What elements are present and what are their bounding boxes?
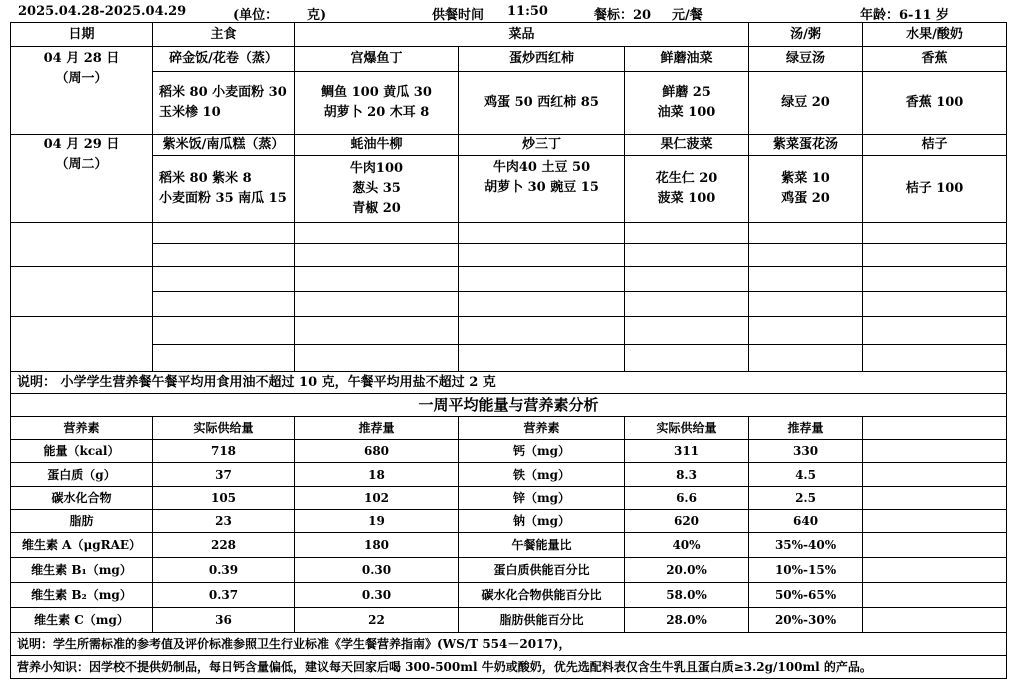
date-range: 2025.04.28-2025.04.29 [18,4,187,19]
day1-date-cell [11,47,153,135]
empty-cell [459,292,625,317]
empty-row [11,223,1007,244]
standard-note: 说明：学生所需标准的参考值及评价标准参照卫生行业标准《学生餐营养指南》(WS/T 554－2017)， [11,633,1007,656]
empty-cell [295,267,459,292]
nutrient-recommended: 640 [749,510,863,533]
unit-label: (单位： [233,8,279,23]
nutrient-col-name: 营养素 [459,417,625,440]
empty-cell [459,223,625,244]
nutrient-name: 锌（mg） [459,487,625,510]
nutrient-row [11,533,1007,558]
ingredient-line: 鸡蛋 20 [781,191,830,206]
day2-soup-items [749,156,863,223]
nutrient-recommended: 330 [749,440,863,463]
nutrient-actual: 6.6 [625,487,749,510]
nutrient-row [11,608,1007,633]
day1-items-row [11,72,1007,135]
empty-cell [863,463,1007,487]
empty-cell [863,223,1007,244]
empty-cell [295,345,459,372]
empty-cell [459,345,625,372]
day2-dish1-items [295,156,459,223]
note-row [11,656,1007,679]
nutrient-recommended: 0.30 [295,583,459,608]
day1-fruit-name: 香蕉 [863,47,1007,72]
nutrient-recommended: 20%-30% [749,608,863,633]
nutrient-actual: 20.0% [625,558,749,583]
empty-row [11,317,1007,345]
empty-cell [863,267,1007,292]
day1-name-row [11,47,1007,72]
empty-cell [863,487,1007,510]
ingredient-line: 葱头 35 [352,181,401,196]
empty-cell [153,317,295,345]
empty-cell [295,223,459,244]
nutrient-recommended: 35%-40% [749,533,863,558]
empty-cell [863,317,1007,345]
nutrient-recommended: 102 [295,487,459,510]
nutrient-name: 维生素 A（μgRAE） [11,533,153,558]
note-row [11,372,1007,394]
nutrient-actual: 228 [153,533,295,558]
empty-cell [153,267,295,292]
col-fruit: 水果/酸奶 [863,23,1007,47]
empty-cell [749,267,863,292]
nutrient-recommended: 0.30 [295,558,459,583]
nutrient-recommended: 10%-15% [749,558,863,583]
nutrient-header-row [11,417,1007,440]
empty-cell [749,223,863,244]
day2-weekday: （周二） [55,157,108,172]
nutrient-row [11,583,1007,608]
nutrient-row [11,487,1007,510]
day2-fruit-items [863,156,1007,223]
nutrient-name: 钠（mg） [459,510,625,533]
ingredient-line: 紫菜 10 [781,171,830,186]
empty-cell [863,608,1007,633]
empty-cell [863,244,1007,267]
nutrient-recommended: 18 [295,463,459,487]
nutrient-name: 脂肪供能百分比 [459,608,625,633]
nutrient-row [11,510,1007,533]
empty-cell [749,292,863,317]
nutrient-name: 午餐能量比 [459,533,625,558]
empty-cell [459,267,625,292]
nutrient-recommended: 180 [295,533,459,558]
nutrient-name: 能量（kcal） [11,440,153,463]
day1-dish3-items [625,72,749,135]
empty-cell [749,317,863,345]
empty-cell [749,345,863,372]
col-staple: 主食 [153,23,295,47]
empty-cell [863,583,1007,608]
day1-dish2-items [459,72,625,135]
day2-staple-items [153,156,295,223]
empty-row [11,244,1007,267]
serving-time-label: 供餐时间 [432,8,485,23]
day2-dish2-items [459,156,625,223]
empty-cell [625,345,749,372]
day2-dish2-name: 炒三丁 [459,135,625,156]
nutrient-table-body [11,440,1007,633]
nutrient-recommended: 19 [295,510,459,533]
empty-date-cell [11,317,153,372]
empty-cell [459,317,625,345]
nutrient-name: 碳水化合物 [11,487,153,510]
empty-cell [863,558,1007,583]
empty-cell [459,244,625,267]
nutrient-name: 蛋白质（g） [11,463,153,487]
day2-dish3-name: 果仁菠菜 [625,135,749,156]
nutrient-row [11,463,1007,487]
analysis-title-row [11,394,1007,417]
nutrient-actual: 0.37 [153,583,295,608]
day1-staple-name: 碎金饭/花卷（蒸） [153,47,295,72]
nutrient-recommended: 4.5 [749,463,863,487]
nutrient-recommended: 22 [295,608,459,633]
age-range: 年龄：6-11 岁 [860,8,950,23]
ingredient-line: 稻米 80 紫米 8 [159,171,252,186]
ingredient-line: 青椒 20 [352,201,401,216]
nutrient-col-recommended: 推荐量 [749,417,863,440]
empty-cell [295,244,459,267]
nutrient-actual: 0.39 [153,558,295,583]
empty-cell [625,292,749,317]
nutrient-actual: 311 [625,440,749,463]
nutrient-actual: 8.3 [625,463,749,487]
day2-staple-name: 紫米饭/南瓜糕（蒸） [153,135,295,156]
col-date: 日期 [11,23,153,47]
ingredient-line: 香蕉 100 [905,95,964,110]
nutrient-actual: 37 [153,463,295,487]
nutrient-recommended: 50%-65% [749,583,863,608]
ingredient-line: 胡萝卜 20 木耳 8 [323,105,430,120]
note-row [11,633,1007,656]
nutrient-col-name: 营养素 [11,417,153,440]
empty-cell [863,533,1007,558]
nutrient-actual: 105 [153,487,295,510]
col-dishes: 菜品 [295,23,749,47]
ingredient-line: 鲜蘑 25 [662,85,711,100]
empty-cell [295,317,459,345]
empty-cell [749,244,863,267]
day2-dish3-items [625,156,749,223]
empty-row [11,267,1007,292]
day1-dish1-items [295,72,459,135]
empty-cell [153,244,295,267]
empty-cell [863,292,1007,317]
col-soup: 汤/粥 [749,23,863,47]
day1-staple-items [153,72,295,135]
ingredient-line: 稻米 80 小麦面粉 30 [159,85,287,100]
day1-soup-items [749,72,863,135]
empty-cell [863,510,1007,533]
nutrient-actual: 620 [625,510,749,533]
empty-cell [625,223,749,244]
menu-table [10,22,1007,679]
ingredient-line: 菠菜 100 [657,191,716,206]
nutrient-name: 碳水化合物供能百分比 [459,583,625,608]
ingredient-line: 小麦面粉 35 南瓜 15 [159,191,287,206]
oil-salt-note: 说明： 小学学生营养餐午餐平均用食用油不超过 10 克，午餐平均用盐不超过 2 克 [11,372,1007,394]
empty-cell [153,223,295,244]
empty-cell [625,267,749,292]
nutrient-actual: 28.0% [625,608,749,633]
nutrient-name: 蛋白质供能百分比 [459,558,625,583]
nutrient-name: 维生素 B₂（mg） [11,583,153,608]
day2-items-row [11,156,1007,223]
empty-cell [625,317,749,345]
serving-time: 11:50 [507,4,548,19]
empty-cell [863,417,1007,440]
day1-date: 04 月 28 日 [43,51,120,66]
meal-standard: 餐标：20 [594,8,652,23]
nutrient-col-actual: 实际供给量 [153,417,295,440]
day2-soup-name: 紫菜蛋花汤 [749,135,863,156]
nutrient-name: 铁（mg） [459,463,625,487]
nutrition-tip: 营养小知识：因学校不提供奶制品，每日钙含量偏低，建议每天回家后喝 300-500ml 牛奶或酸奶，优先选配料表仅含生牛乳且蛋白质≥3.2g/100ml 的产品。 [11,656,1007,679]
empty-row [11,345,1007,372]
ingredient-line: 玉米椮 10 [159,105,221,120]
meal-standard-unit: 元/餐 [672,8,703,23]
day2-date: 04 月 29 日 [43,137,120,152]
day1-dish2-name: 蛋炒西红柿 [459,47,625,72]
nutrient-name: 脂肪 [11,510,153,533]
day2-dish1-name: 蚝油牛柳 [295,135,459,156]
ingredient-line: 鲷鱼 100 黄瓜 30 [321,85,432,100]
ingredient-line: 桔子 100 [905,181,964,196]
ingredient-line: 油菜 100 [657,105,716,120]
nutrient-actual: 718 [153,440,295,463]
ingredient-line: 绿豆 20 [781,95,830,110]
day1-dish1-name: 宫爆鱼丁 [295,47,459,72]
nutrient-actual: 40% [625,533,749,558]
nutrient-name: 维生素 B₁（mg） [11,558,153,583]
empty-row [11,292,1007,317]
nutrient-recommended: 680 [295,440,459,463]
header-bar [0,0,1015,22]
ingredient-line: 鸡蛋 50 西红柿 85 [484,95,599,110]
day1-dish3-name: 鲜蘑油菜 [625,47,749,72]
empty-cell [625,244,749,267]
nutrient-recommended: 2.5 [749,487,863,510]
day1-weekday: （周一） [55,71,108,86]
day2-fruit-name: 桔子 [863,135,1007,156]
analysis-title: 一周平均能量与营养素分析 [11,394,1007,417]
day2-date-cell [11,135,153,223]
empty-cell [863,440,1007,463]
day2-name-row [11,135,1007,156]
ingredient-line: 牛肉40 土豆 50 [492,160,591,175]
nutrient-name: 钙（mg） [459,440,625,463]
unit-value: 克) [307,8,327,23]
nutrient-name: 维生素 C（mg） [11,608,153,633]
nutrient-col-actual: 实际供给量 [625,417,749,440]
nutrient-row [11,440,1007,463]
ingredient-line: 胡萝卜 30 豌豆 15 [484,180,599,195]
empty-cell [153,292,295,317]
empty-date-cell [11,267,153,317]
day1-soup-name: 绿豆汤 [749,47,863,72]
empty-date-cell [11,223,153,267]
ingredient-line: 牛肉100 [349,161,404,176]
empty-cell [153,345,295,372]
nutrient-row [11,558,1007,583]
nutrient-col-recommended: 推荐量 [295,417,459,440]
nutrient-actual: 58.0% [625,583,749,608]
empty-cell [295,292,459,317]
day1-fruit-items [863,72,1007,135]
empty-cell [863,345,1007,372]
nutrient-actual: 36 [153,608,295,633]
ingredient-line: 花生仁 20 [655,171,718,186]
nutrient-actual: 23 [153,510,295,533]
menu-header-row [11,23,1007,47]
